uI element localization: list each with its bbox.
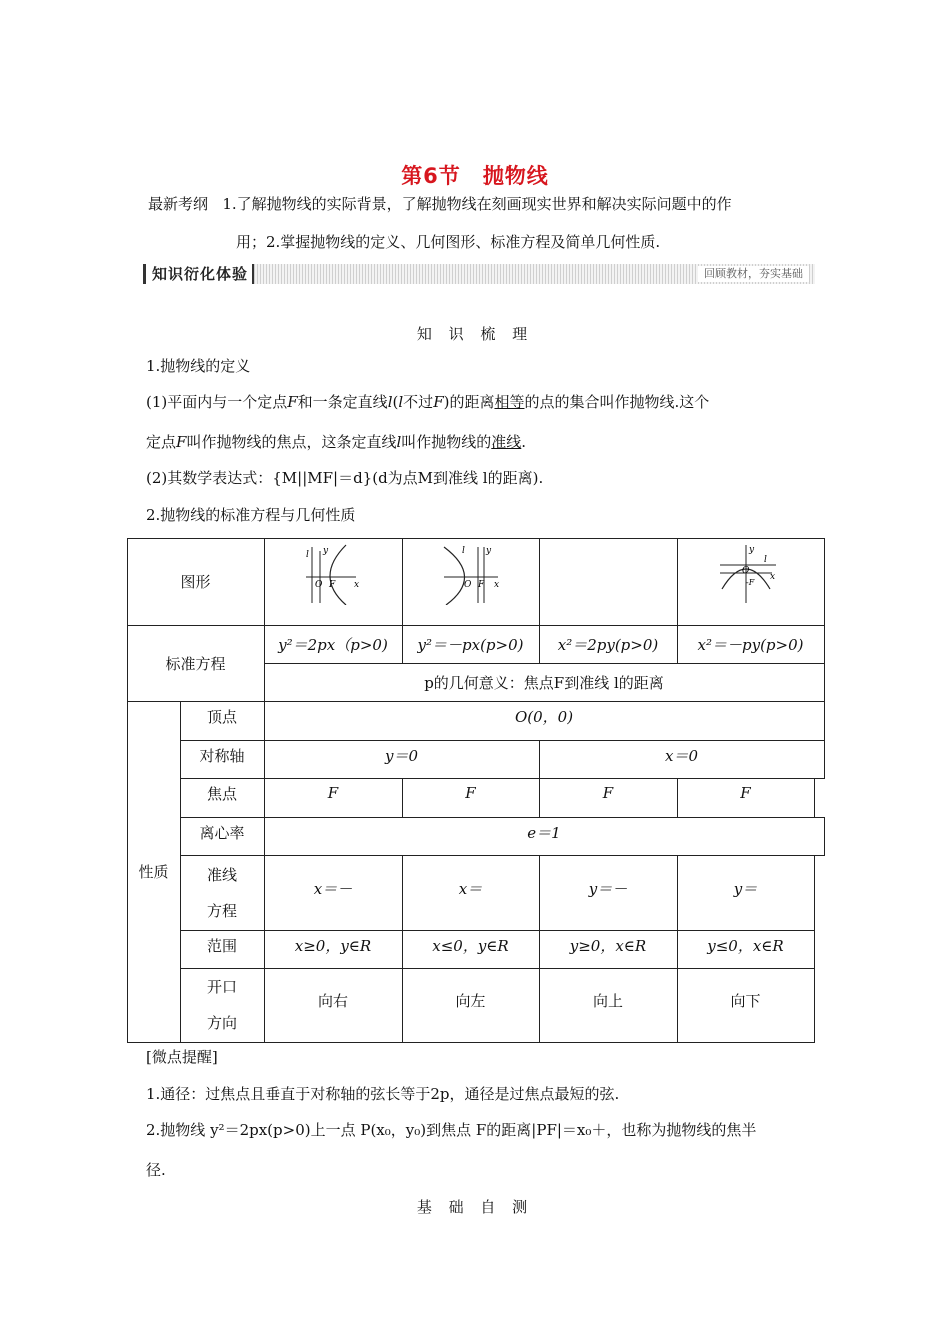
blank-equal: 相等	[494, 393, 525, 411]
focus-value-2: F	[465, 784, 476, 802]
opening-value-3: 向上	[592, 991, 623, 1010]
blank-directrix: 准线	[491, 433, 522, 451]
directrix-value-3: y＝－	[588, 879, 628, 898]
section-number: 第6节	[401, 164, 461, 188]
directrix-value-1: x＝－	[313, 879, 353, 898]
svg-text:l: l	[764, 555, 767, 565]
vertex-label: 顶点	[206, 707, 237, 726]
equation-left: y²＝－px(p>0)	[417, 635, 524, 654]
eccentricity-value: e＝1	[527, 823, 561, 842]
range-value-3: y≥0，x∈R	[569, 936, 647, 955]
range-label: 范围	[206, 936, 237, 955]
svg-text:F: F	[329, 580, 336, 590]
self-test-heading: 基 础 自 测	[416, 1198, 534, 1216]
equation-down: x²＝－py(p>0)	[697, 635, 804, 654]
range-value-2: x≤0，y∈R	[432, 936, 509, 955]
opening-label: 开口 方向	[206, 978, 237, 1032]
directrix-label: 准线 方程	[206, 865, 237, 920]
axis-value-horizontal: y＝0	[384, 746, 419, 765]
axis-label: 对称轴	[199, 746, 245, 765]
svg-text:x: x	[494, 580, 500, 590]
opening-value-2: 向左	[455, 991, 486, 1010]
graph-opening-left	[440, 543, 504, 605]
eccentricity-label: 离心率	[199, 823, 245, 842]
definition-heading: 1.抛物线的定义	[146, 357, 251, 375]
syllabus-label: 最新考纲	[148, 195, 209, 213]
axis-value-vertical: x＝0	[664, 746, 698, 765]
svg-text:y: y	[323, 546, 329, 556]
focus-value-4: F	[740, 784, 751, 802]
svg-text:O: O	[464, 580, 472, 590]
svg-text:y: y	[749, 545, 755, 555]
graph-l-label: l	[306, 550, 309, 560]
tip-1: 1.通径：过焦点且垂直于对称轴的弦长等于2p，通径是过焦点最短的弦.	[146, 1085, 620, 1103]
opening-value-1: 向右	[317, 991, 348, 1010]
range-value-4: y≤0，x∈R	[707, 936, 784, 955]
directrix-value-2: x＝	[458, 879, 483, 898]
standard-heading: 2.抛物线的标准方程与几何性质	[146, 506, 356, 524]
vertex-value: O(0，0)	[514, 707, 574, 726]
section-topic: 抛物线	[482, 164, 549, 188]
opening-value-4: 向下	[730, 991, 761, 1010]
tip-2-line-1: 2.抛物线 y²＝2px(p>0)上一点 P(x₀，y₀)到焦点 F的距离|PF|＝x₀＋，也称为抛物线的焦半	[146, 1121, 757, 1139]
syllabus-text-1: 1.了解抛物线的实际背景，了解抛物线在刻画现实世界和解决实际问题中的作	[222, 195, 732, 213]
knowledge-heading: 知 识 梳 理	[416, 325, 534, 343]
definition-paragraph-1b: 定点F叫作抛物线的焦点，这条定直线l叫作抛物线的准线.	[146, 433, 527, 451]
focus-label: 焦点	[206, 784, 237, 803]
directrix-value-4: y＝	[733, 879, 758, 898]
focus-value-3: F	[602, 784, 614, 802]
p-meaning: p的几何意义：焦点F到准线 l的距离	[424, 673, 664, 692]
svg-text:-F: -F	[746, 578, 755, 587]
equation-up: x²＝2py(p>0)	[557, 635, 659, 654]
svg-text:O: O	[742, 566, 750, 576]
definition-paragraph-2: (2)其数学表达式：{M||MF|＝d}(d为点M到准线 l的距离).	[146, 469, 544, 487]
svg-text:O: O	[315, 580, 323, 590]
svg-text:x: x	[354, 580, 360, 590]
tips-heading: [微点提醒]	[146, 1048, 218, 1066]
svg-text:F: F	[478, 580, 485, 590]
banner-left-title: 知识衍化体验	[143, 264, 254, 284]
graph-label: 图形	[180, 573, 211, 591]
syllabus-line-2: 用；2.掌握抛物线的定义、几何图形、标准方程及简单几何性质.	[236, 233, 661, 251]
banner-right-caption: 回顾教材，夯实基础	[698, 266, 809, 282]
focus-value-1: F	[327, 784, 339, 802]
equation-right: y²＝2px（p>0)	[278, 635, 388, 654]
graph-opening-down	[714, 543, 778, 605]
svg-text:x: x	[770, 572, 776, 582]
standard-equation-label: 标准方程	[165, 654, 226, 673]
graph-opening-right	[300, 543, 364, 605]
tip-2-line-2: 径.	[146, 1161, 166, 1179]
svg-text:y: y	[486, 546, 492, 556]
properties-label: 性质	[138, 863, 169, 881]
range-value-1: x≥0，y∈R	[294, 936, 372, 955]
svg-text:l: l	[462, 546, 465, 556]
definition-paragraph-1a: (1)平面内与一个定点F和一条定直线l(l不过F)的距离相等的点的集合叫作抛物线.这个	[146, 393, 710, 411]
